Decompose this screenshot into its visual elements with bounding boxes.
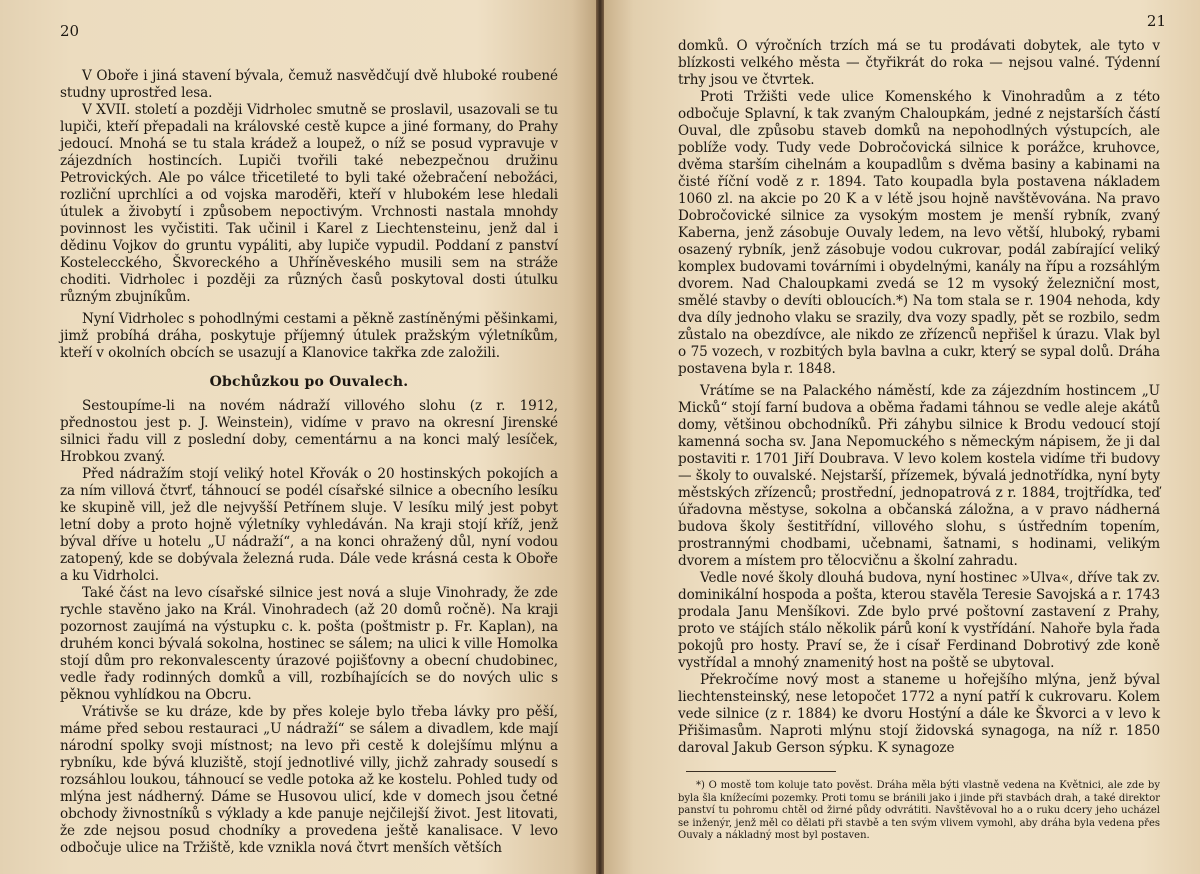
- right-page-text: [678, 38, 1160, 757]
- page-number-right: 21: [1146, 12, 1166, 30]
- footnote-text: *) O mostě tom koluje tato pověst. Dráha měla býti vlastně vedena na Květnici, ale zde by byla šla knížecími pozemky. Proti tomu se bránili jako i jinde při stavbách drah, a také direktor panství tu pohromu chtěl od žirné půdy odvrátiti. Navštěvoval ho a o ruku dcery jeho ucházel se inženýr, jenž měl co dělati při stavbě a ten svým vlivem vymohl, aby dráha byla vedena přes Ouvaly a nákladný most byl postaven.: [678, 780, 1160, 841]
- paragraph: Také část na levo císařské silnice jest nová a sluje Vinohrady, že zde rychle stavěno jako na Král. Vinohradech (až 20 domů ročně). Na kraji pozornost zaujímá na výstupku c. k. pošta (poštmistr p. Fr. Kaplan), na druhém konci bývalá sokolna, hostinec se sálem; na ulici k ville Homolka stojí dům pro rekonvalescenty úrazové pojišťovny a obecní chudobinec, vedle řady rodinných domků a vill, rozbíhajících se do nových ulic s pěknou vyhlídkou na Obcru.: [60, 585, 558, 703]
- paragraph: Překročíme nový most a staneme u hořejšího mlýna, jenž býval liechtensteinský, nese letopočet 1772 a nyní patří k cukrovaru. Kolem vede silnice (z r. 1884) ke dvoru Hostýní a dále ke Škvorci a v levo k Přišimasům. Naproti mlýnu stojí židovská synagoga, na níž r. 1850 daroval Jakub Gerson sýpku. K synagoze: [678, 672, 1160, 756]
- left-page-text: [60, 68, 558, 857]
- paragraph: domků. O výročních trzích má se tu prodávati dobytek, ale tyto v blízkosti velkého města — čtyřikrát do roka — nejsou valné. Týdenní trhy jsou ve čtvrtek.: [678, 38, 1160, 88]
- book-gutter: [596, 0, 604, 874]
- paragraph: V Oboře i jiná stavení bývala, čemuž nasvědčují dvě hluboké roubené studny uprostřed lesa.: [60, 68, 558, 101]
- page-number-left: 20: [60, 22, 80, 40]
- right-page: [604, 0, 1200, 874]
- paragraph: V XVII. století a později Vidrholec smutně se proslavil, usazovali se tu lupiči, kteří přepadali na královské cestě kupce a jiné formany, do Prahy jedoucí. Mnohá se tu stala krádež a loupež, o níž se posud vypravuje v zájezdních hostincích. Lupiči tvořili také nebezpečnou družinu Petrovických. Ale po válce třicetileté to byli také ožebračení nebožáci, rozliční uprchlíci a od vojska maroděři, kteří v hlubokém lese hledali útulek a živobytí i způsobem nepoctivým. Vrchnosti nastala mnohdy povinnost les vyčistiti. Tak učinil i Karel z Liechtensteinu, jenž dal i dědinu Vojkov do gruntu vypáliti, aby lupiče vypudil. Poddaní z panství Kostelecckého, Škvoreckého a Uhříněveského musili sem na stráže choditi. Vidrholec i později za různých časů poskytoval dosti útulku různým zbujníkům.: [60, 102, 558, 305]
- paragraph: Sestoupíme-li na novém nádraží villového slohu (z r. 1912, přednostou jest p. J. Weinstein), vidíme v pravo na okresní Jirenské silnici řadu vill z poslední doby, cementárnu a na konci malý lesíček, Hrobkou zvaný.: [60, 398, 558, 465]
- paragraph: Vrátíme se na Palackého náměstí, kde za zájezdním hostincem „U Micků“ stojí farní budova a oběma řadami táhnou se vedle aleje akátů domy, většinou obchodníků. Při záhybu silnice k Brodu vedoucí stojí kamenná socha sv. Jana Nepomuckého s německým nápisem, že ji dal postaviti r. 1701 Jiří Doubrava. V levo kolem kostela vidíme tři budovy — školy to ouvalské. Nejstarší, přízemek, bývalá jednotřídka, nyní byty městských zřízenců; prostřední, jednopatrová z r. 1884, trojtřídka, teď úřadovna městyse, sokolna a občanská záložna, a v pravo nádherná budova školy šestitřídní, villového slohu, s ústředním topením, prostrannými chodbami, učebnami, šatnami, s hodinami, velikým dvorem a místem pro tělocvičnu a školní zahradu.: [678, 383, 1160, 569]
- paragraph: Proti Tržišti vede ulice Komenského k Vinohradům a z této odbočuje Splavní, k tak zvaným Chaloupkám, jedné z nejstarších částí Ouval, dle způsobu staveb domků na nepohodlných výstupcích, ale poblíže vody. Tudy vede Dobročovická silnice k porážce, kruhovce, dvěma starším cihelnám a koupadlům s dvěma basiny a kabinami na čisté říční vodě z r. 1894. Tato koupadla byla postavena nákladem 1060 zl. na akcie po 20 K a v létě jsou hojně navštěvována. Na pravo Dobročovické silnice za vysokým mostem je menší rybník, zvaný Kaberna, jenž zásobuje Ouvaly ledem, na levo větší, hluboký, rybami osazený rybník, jenž zásobuje vodou cukrovar, podál zabírající veliký komplex budovami továrními i obydelnými, kanály na řípu a rozsáhlým dvorem. Nad Chaloupkami zvedá se 12 m vysoký železniční most, smělé stavby o devíti obloucích.*) Na tom stala se r. 1904 nehoda, kdy dva díly jednoho vlaku se srazily, dva vozy spadly, pět se rozbilo, sedm zůstalo na obezdívce, ale nikdo ze zřízenců nepřišel k úrazu. Vlak byl o 75 vozech, v rozbitých byla bavlna a cukr, který se sypal dolů. Dráha postavena byla r. 1848.: [678, 89, 1160, 377]
- footnote: [678, 780, 1160, 843]
- footnote-rule: [686, 771, 836, 772]
- paragraph: Nyní Vidrholec s pohodlnými cestami a pěkně zastíněnými pěšinkami, jimž probíhá dráha, poskytuje příjemný útulek pražským výletníkům, kteří v okolních obcích se usazují a Klanovice takřka zde založili.: [60, 311, 558, 361]
- paragraph: Vrátivše se ku dráze, kde by přes koleje bylo třeba lávky pro pěší, máme před sebou restauraci „U nádraží“ se sálem a divadlem, kde mají národní spolky svoji místnost; na levo při cestě k dolejšímu mlýnu a rybníku, kde bývá kluziště, stojí jednotlivé villy, jichž zahrady sousedí s rozsáhlou loukou, táhnoucí se vedle potoka až ke kostelu. Pohled tudy od mlýna jest nádherný. Dáme se Husovou ulicí, kde v domech jsou četné obchody živnostníků s výklady a kde panuje nejčilejší život. Jest litovati, že zde nejsou posud chodníky a provedena ještě kanalisace. V levo odbočuje ulice na Tržiště, kde vznikla nová čtvrt menších větších: [60, 704, 558, 856]
- left-page: [0, 0, 596, 874]
- section-heading: Obchůzkou po Ouvalech.: [209, 374, 409, 390]
- paragraph: Vedle nové školy dlouhá budova, nyní hostinec »Ulva«, dříve tak zv. dominikální hospoda a pošta, kterou stavěla Teresie Savojská a r. 1743 prodala Janu Menšíkovi. Zde bylo prvé poštovní zastavení z Prahy, proto ve stájích stálo několik párů koní k vystřídání. Nahoře byla řada pokojů pro hosty. Praví se, že i císař Ferdinand Dobrotivý zde koně vystřídal a mnohý znamenitý host na poště se ubytoval.: [678, 570, 1160, 671]
- paragraph: Před nádražím stojí veliký hotel Křovák o 20 hostinských pokojích a za ním villová čtvrť, táhnoucí se podél císařské silnice a obecního lesíku ke skupině vill, jež dle nejvyšší Petřínem sluje. V lesíku milý jest pobyt letní doby a proto hojně výletníky vyhledáván. Na kraji stojí kříž, jenž býval dříve u hotelu „U nádraží“, a na konci ohražený důl, nyní vodou zatopený, kde se dobývala železná ruda. Dále vede krásná cesta k Oboře a ku Vidrholci.: [60, 466, 558, 584]
